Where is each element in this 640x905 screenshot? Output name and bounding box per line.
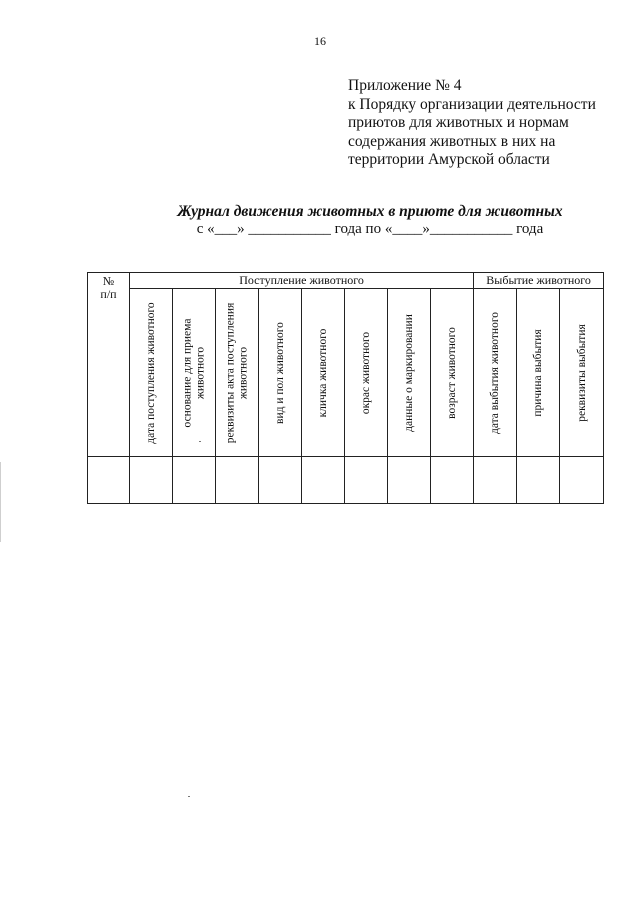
- column-header-label: кличка животного: [316, 328, 329, 417]
- table-cell: [431, 457, 474, 504]
- column-header: [517, 289, 560, 457]
- scan-speck: [188, 796, 190, 797]
- column-header: [216, 289, 259, 457]
- table-cell: [474, 457, 517, 504]
- table-cell: [517, 457, 560, 504]
- column-header-label: дата поступления животного: [144, 301, 157, 444]
- appendix-line: содержания животных в них на: [348, 132, 556, 150]
- appendix-heading: [348, 77, 596, 170]
- appendix-line: приютов для животных и нормам: [348, 114, 569, 131]
- group-header-departure: Выбытие животного: [474, 273, 604, 289]
- journal-period: с «___» ___________ года по «____»___________ года: [196, 221, 544, 237]
- column-header-label: данные о маркировании: [402, 313, 415, 432]
- column-header: [560, 289, 604, 457]
- table-cell: [560, 457, 604, 504]
- appendix-line: Приложение № 4: [348, 77, 462, 94]
- table-cell: [173, 457, 216, 504]
- column-header: [173, 289, 216, 457]
- group-header-intake: Поступление животного: [130, 273, 474, 289]
- table-cell: [216, 457, 259, 504]
- column-header-label: причина выбытия: [531, 328, 544, 417]
- table-row: [88, 457, 604, 504]
- column-header-label: основание для приема животного: [181, 318, 206, 427]
- table-cell: [345, 457, 388, 504]
- column-header: [130, 289, 173, 457]
- column-header: [345, 289, 388, 457]
- appendix-line: территории Амурской области: [348, 151, 550, 168]
- column-header: [388, 289, 431, 457]
- column-header-number: № п/п: [88, 273, 130, 457]
- scan-edge-mark: [0, 462, 1, 542]
- column-header-label: реквизиты акта поступления животного: [224, 302, 249, 443]
- appendix-line: к Порядку организации деятельности: [348, 95, 596, 113]
- column-header-label: возраст животного: [445, 326, 458, 419]
- column-header-label: вид и пол животного: [273, 321, 286, 424]
- journal-title: Журнал движения животных в приюте для животных: [177, 203, 563, 220]
- table-cell: [130, 457, 173, 504]
- table-subheader-row: [88, 289, 604, 457]
- column-header: [259, 289, 302, 457]
- scan-speck: [199, 441, 201, 442]
- column-header: [431, 289, 474, 457]
- column-header: [474, 289, 517, 457]
- column-header-label: дата выбытия животного: [488, 311, 501, 434]
- table-cell: [259, 457, 302, 504]
- column-header-label: реквизиты выбытия: [575, 323, 588, 422]
- table-cell: [388, 457, 431, 504]
- column-header-label: окрас животного: [359, 331, 372, 414]
- page-number: 16: [314, 34, 326, 48]
- journal-table: [87, 272, 604, 504]
- table-header-row: [88, 273, 604, 289]
- column-header: [302, 289, 345, 457]
- table-cell: [302, 457, 345, 504]
- table-cell: [88, 457, 130, 504]
